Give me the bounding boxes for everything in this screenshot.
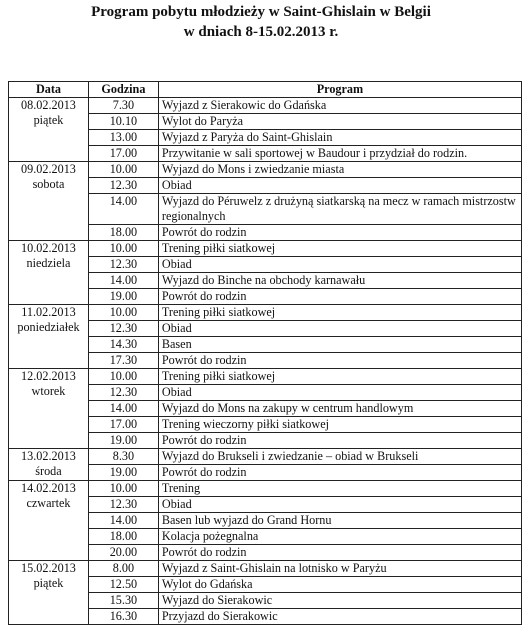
- time-cell: 10.00: [88, 369, 158, 385]
- day-weekday: wtorek: [31, 384, 66, 398]
- table-row: [9, 98, 522, 114]
- day-cell: [9, 162, 89, 241]
- table-row: [9, 369, 522, 385]
- time-cell: 13.00: [88, 130, 158, 146]
- program-cell: Wyjazd do Binche na obchody karnawału: [158, 273, 521, 289]
- time-cell: 14.30: [88, 337, 158, 353]
- time-cell: 10.00: [88, 241, 158, 257]
- program-cell: Przyjazd do Sierakowic: [158, 609, 521, 625]
- program-cell: Wyjazd do Mons na zakupy w centrum handlowym: [158, 401, 521, 417]
- program-cell: Trening wieczorny piłki siatkowej: [158, 417, 521, 433]
- time-cell: 14.00: [88, 273, 158, 289]
- day-weekday: czwartek: [26, 496, 71, 510]
- program-cell: Obiad: [158, 497, 521, 513]
- program-cell: Obiad: [158, 385, 521, 401]
- time-cell: 19.00: [88, 289, 158, 305]
- time-cell: 19.00: [88, 433, 158, 449]
- time-cell: 7.30: [88, 98, 158, 114]
- day-weekday: poniedziałek: [17, 320, 80, 334]
- program-cell: Kolacja pożegnalna: [158, 529, 521, 545]
- day-cell: [9, 561, 89, 625]
- day-cell: [9, 481, 89, 561]
- program-cell: Powrót do rodzin: [158, 545, 521, 561]
- program-cell: Trening piłki siatkowej: [158, 241, 521, 257]
- program-cell: Wyjazd do Péruwelz z drużyną siatkarską na mecz w ramach mistrzostw regionalnych: [158, 194, 521, 225]
- time-cell: 10.10: [88, 114, 158, 130]
- day-date: 12.02.2013: [21, 369, 76, 383]
- day-cell: [9, 449, 89, 481]
- header-date: Data: [9, 82, 89, 98]
- program-cell: Powrót do rodzin: [158, 433, 521, 449]
- program-cell: Wyjazd z Saint-Ghislain na lotnisko w Paryżu: [158, 561, 521, 577]
- program-cell: Powrót do rodzin: [158, 465, 521, 481]
- day-cell: [9, 305, 89, 369]
- time-cell: 12.30: [88, 321, 158, 337]
- program-cell: Wylot do Gdańska: [158, 577, 521, 593]
- day-date: 08.02.2013: [21, 98, 76, 112]
- header-hour: Godzina: [88, 82, 158, 98]
- header-program: Program: [158, 82, 521, 98]
- title-line-2: w dniach 8-15.02.2013 r.: [183, 24, 339, 40]
- table-row: [9, 561, 522, 577]
- time-cell: 14.00: [88, 513, 158, 529]
- program-cell: Obiad: [158, 321, 521, 337]
- program-cell: Basen lub wyjazd do Grand Hornu: [158, 513, 521, 529]
- day-weekday: sobota: [32, 177, 65, 191]
- program-cell: Wylot do Paryża: [158, 114, 521, 130]
- program-cell: Przywitanie w sali sportowej w Baudour i przydział do rodzin.: [158, 146, 521, 162]
- time-cell: 10.00: [88, 481, 158, 497]
- time-cell: 12.30: [88, 385, 158, 401]
- program-cell: Powrót do rodzin: [158, 289, 521, 305]
- time-cell: 12.50: [88, 577, 158, 593]
- time-cell: 8.00: [88, 561, 158, 577]
- program-cell: Basen: [158, 337, 521, 353]
- program-cell: Trening piłki siatkowej: [158, 369, 521, 385]
- day-date: 09.02.2013: [21, 162, 76, 176]
- time-cell: 18.00: [88, 529, 158, 545]
- time-cell: 17.00: [88, 417, 158, 433]
- day-date: 11.02.2013: [21, 305, 76, 319]
- schedule-body: [9, 98, 522, 625]
- program-cell: Trening piłki siatkowej: [158, 305, 521, 321]
- time-cell: 15.30: [88, 593, 158, 609]
- program-cell: Obiad: [158, 178, 521, 194]
- time-cell: 10.00: [88, 162, 158, 178]
- time-cell: 8.30: [88, 449, 158, 465]
- day-weekday: piątek: [33, 576, 64, 590]
- time-cell: 17.00: [88, 146, 158, 162]
- time-cell: 14.00: [88, 401, 158, 417]
- table-row: [9, 449, 522, 465]
- time-cell: 10.00: [88, 305, 158, 321]
- program-cell: Wyjazd do Brukseli i zwiedzanie – obiad w Brukseli: [158, 449, 521, 465]
- program-cell: Trening: [158, 481, 521, 497]
- day-date: 13.02.2013: [21, 449, 76, 463]
- program-cell: Wyjazd do Mons i zwiedzanie miasta: [158, 162, 521, 178]
- time-cell: 19.00: [88, 465, 158, 481]
- day-cell: [9, 369, 89, 449]
- time-cell: 12.30: [88, 257, 158, 273]
- time-cell: 14.00: [88, 194, 158, 225]
- day-date: 15.02.2013: [21, 561, 76, 575]
- day-weekday: niedziela: [26, 256, 71, 270]
- day-weekday: środa: [35, 464, 62, 478]
- table-row: [9, 241, 522, 257]
- program-cell: Powrót do rodzin: [158, 225, 521, 241]
- title-line-1: Program pobytu młodzieży w Saint-Ghislain w Belgii: [91, 4, 431, 20]
- program-cell: Powrót do rodzin: [158, 353, 521, 369]
- schedule-table: [8, 81, 522, 625]
- time-cell: 18.00: [88, 225, 158, 241]
- program-cell: Wyjazd z Paryża do Saint-Ghislain: [158, 130, 521, 146]
- time-cell: 12.30: [88, 497, 158, 513]
- time-cell: 17.30: [88, 353, 158, 369]
- program-cell: Wyjazd do Sierakowic: [158, 593, 521, 609]
- time-cell: 20.00: [88, 545, 158, 561]
- day-cell: [9, 241, 89, 305]
- time-cell: 12.30: [88, 178, 158, 194]
- day-date: 10.02.2013: [21, 241, 76, 255]
- table-row: [9, 305, 522, 321]
- day-weekday: piątek: [33, 113, 64, 127]
- day-cell: [9, 98, 89, 162]
- program-cell: Wyjazd z Sierakowic do Gdańska: [158, 98, 521, 114]
- program-cell: Obiad: [158, 257, 521, 273]
- table-row: [9, 481, 522, 497]
- time-cell: 16.30: [88, 609, 158, 625]
- table-row: [9, 162, 522, 178]
- day-date: 14.02.2013: [21, 481, 76, 495]
- header-row: [9, 82, 522, 98]
